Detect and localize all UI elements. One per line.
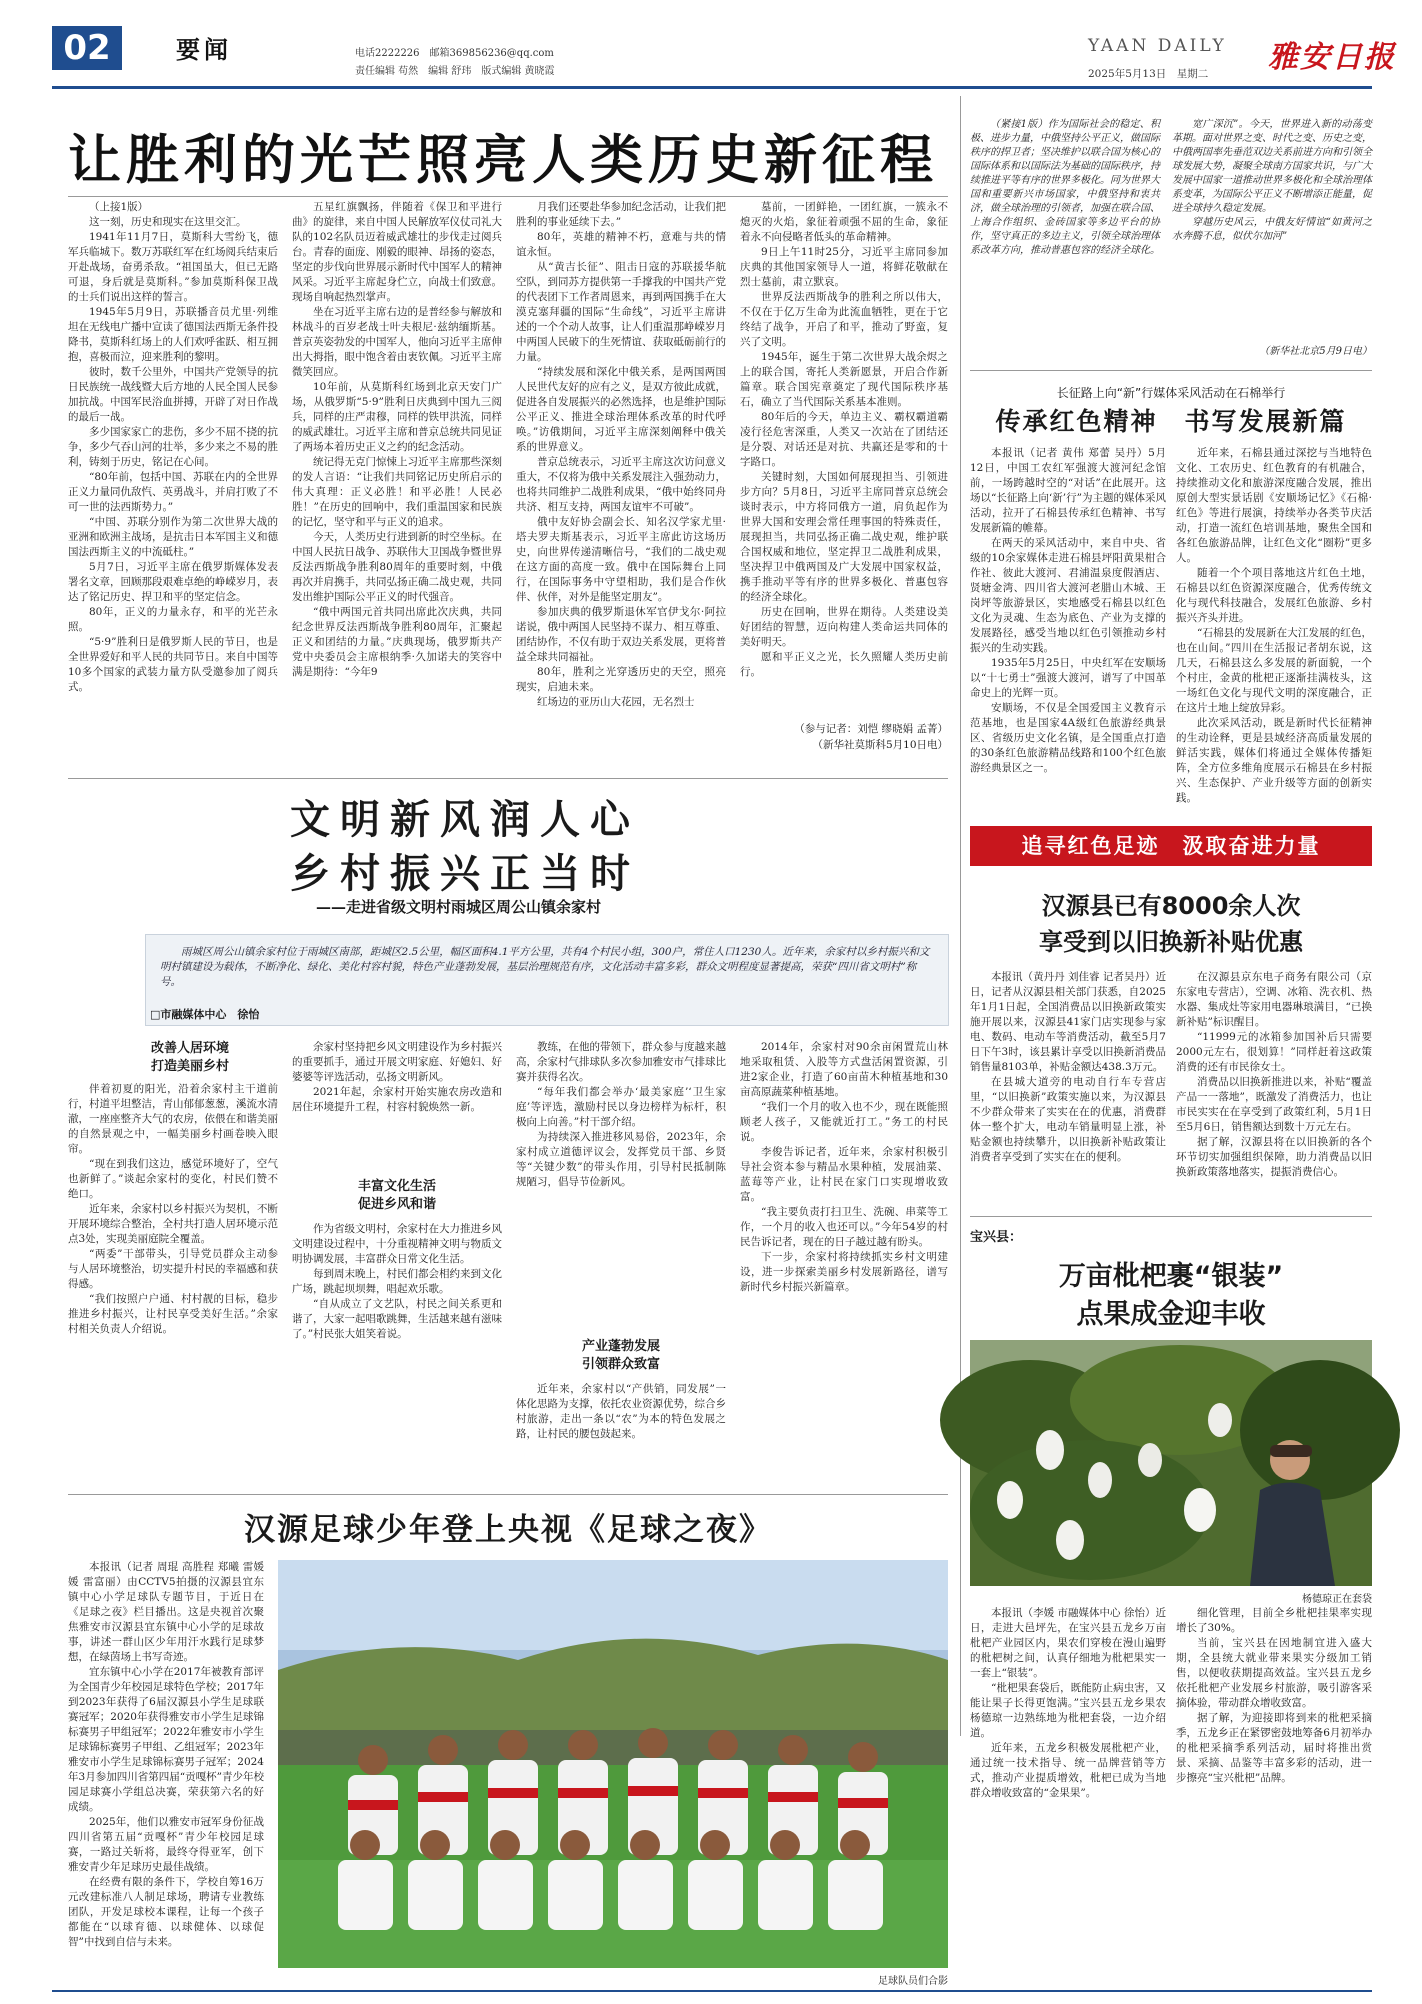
main-paragraph: 红场边的亚历山大花园，无名烈士 bbox=[537, 696, 695, 708]
continuation-paragraph: （紧接1版）作为国际社会的稳定、积极、进步力量，中俄坚持公平正义，做国际秩序的捍卫者；坚决维护以联合国为核心的国际体系和以国际法为基础的国际秩序，持续推进平等有序的世界多极化。同为世界大国和重要新兴市场国家，中俄坚持和衷共济，做全球治理的引领者，加强在联合国、上海合作组织、金砖国家等多边平台的协作，坚守真正的多边主义，引领全球治理体系改革方向，推动普惠包容的经济全球化。 bbox=[970, 119, 1160, 256]
loquat-paragraph: 据了解，为迎接即将到来的枇杷采摘季，五龙乡正在紧锣密鼓地筹备6月初举办的枇杷采摘季系列活动，届时将推出赏景、采摘、品鉴等丰富多彩的活动，进一步擦亮“宝兴枇杷”品牌。 bbox=[1176, 1712, 1372, 1784]
village-subhead-3: 产业蓬勃发展 引领群众致富 bbox=[581, 1339, 660, 1372]
main-paragraph: 月我们还要赴华参加纪念活动，让我们把胜利的事业延续下去。” bbox=[516, 201, 726, 228]
main-paragraph: 普京总统表示，习近平主席这次访问意义重大，不仅将为俄中关系发展注入强劲动力，也将共同维护二战胜利成果，“俄中始终同舟共济、相互支持，两国友谊牢不可破”。 bbox=[516, 456, 726, 513]
subsidy-title-line2: 享受到以旧换新补贴优惠 bbox=[1039, 928, 1303, 956]
village-paragraph: 为持续深入推进移风易俗，2023年，余家村成立道德评议会，发挥党员干部、乡贤等“关键少数”的带头作用，引导村民抵制陈规陋习，倡导节俭新风。 bbox=[516, 1131, 726, 1188]
village-paragraph: 李俊告诉记者，近年来，余家村积极引导社会资本参与精品水果种植，发展油菜、蓝莓等产业，让村民在家门口实现增收致富。 bbox=[740, 1146, 948, 1203]
village-subhead-1: 改善人居环境 打造美丽乡村 bbox=[150, 1041, 229, 1074]
village-paragraph: 2014年，余家村对90余亩闲置荒山林地采取租赁、入股等方式盘活闲置资源，引进2家企业，打造了60亩苗木种植基地和30亩高原蔬菜种植基地。 bbox=[740, 1041, 948, 1098]
loquat-title-line1: 万亩枇杷裹“银装” bbox=[1058, 1261, 1284, 1292]
main-article-col3 bbox=[516, 200, 726, 770]
village-paragraph: 教练，在他的带领下，群众参与度越来越高，余家村气排球队多次参加雅安市气排球比赛并获得名次。 bbox=[516, 1041, 726, 1083]
red-paragraph: “石棉县的发展新在大江发展的红色，也在山间。”四川在生活报记者胡东说，这几天，石棉县这么多发展的新面貌，一个个村庄，金黄的枇杷正逐渐挂满枝头，这一场红色文化与现代文明的深度融合，正在这片土地上绽放异彩。 bbox=[1176, 627, 1372, 714]
section-title: 要闻 bbox=[176, 36, 232, 64]
main-paragraph: “俄中两国元首共同出席此次庆典，共同纪念世界反法西斯战争胜利80周年，汇聚起正义和团结的力量。”庆典现场，俄罗斯共产党中央委员会主席根纳季·久加诺夫的笑容中满是期待：“今年9 bbox=[292, 606, 502, 678]
footer-divider bbox=[52, 1990, 1372, 1992]
red-paragraph: 在两天的采风活动中，来自中央、省级的10余家媒体走进石棉县坪阳黄果柑合作社、彼此大渡河、君浦温泉度假酒店、贤塘金湾、四川省大渡河老腊山木城、王岗坪等旅游景区，实地感受石棉县以红色文化为灵魂、生态为底色、产业为支撑的发展路径，感受当地以红色引领推动乡村振兴的生动实践。 bbox=[970, 537, 1166, 654]
village-paragraph: “我主要负责打扫卫生、洗碗、串菜等工作，一个月的收入也还可以。”今年54岁的村民告诉记者，现在的日子越过越有盼头。 bbox=[740, 1206, 948, 1248]
headline-divider bbox=[68, 196, 948, 197]
main-paragraph: 5月7日，习近平主席在俄罗斯媒体发表署名文章，回顾那段艰难卓绝的峥嵘岁月，表达了铭记历史、捍卫和平的坚定信念。 bbox=[68, 561, 278, 603]
main-article-col4 bbox=[740, 200, 948, 720]
main-paragraph: 彼时，数千公里外，中国共产党领导的抗日民族统一战线暨大后方地的人民全国人民参加抗战。中国军民浴血拼搏，开辟了对日作战的最后一战。 bbox=[68, 366, 278, 423]
main-paragraph: 参加庆典的俄罗斯退休军官伊戈尔·阿拉诺说，俄中两国人民坚持不谋力、相互尊重、团结协作，不仅有助于双边关系发展，更将普益全球共同福祉。 bbox=[516, 606, 726, 663]
red-article-title: 传承红色精神 书写发展新篇 bbox=[995, 407, 1347, 436]
main-article-col1 bbox=[68, 200, 278, 770]
village-paragraph: 每到周末晚上，村民们都会相约来到文化广场，跳起坝坝舞，唱起欢乐歌。 bbox=[292, 1268, 502, 1295]
continuation-col-a bbox=[970, 118, 1160, 356]
loquat-paragraph: 当前，宝兴县在因地制宜进入盛大期，全县统大就业带来果实分级加工销售，以便收获期提高效益。宝兴县五龙乡依托枇杷产业发展乡村旅游，吸引游客采摘体验，带动群众增收致富。 bbox=[1176, 1637, 1372, 1709]
village-paragraph: 伴着初夏的阳光，沿着余家村主干道前行，村道平坦整洁，青山郁郁葱葱，溪流水清澈，一座座整齐大气的农房，依偎在和谐美丽的自然景观之中，一幅美丽乡村画卷映入眼帘。 bbox=[68, 1083, 278, 1155]
main-paragraph: 关键时刻，大国如何展现担当、引领进步方向？5月8日，习近平主席同普京总统会谈时表示，中方将同俄方一道，肩负起作为世界大国和安理会常任理事国的特殊责任，展现担当，共同弘扬正确二战史观，维护联合国权威和地位，坚定捍卫二战胜利成果，坚决捍卫中俄两国及广大发展中国家权益，携手推动平等有序的世界多极化、普惠包容的经济全球化。 bbox=[740, 471, 948, 603]
village-title-line1: 文明新风润人心 bbox=[290, 797, 640, 843]
column-divider bbox=[960, 96, 961, 1736]
village-col1 bbox=[68, 1082, 278, 1482]
section-divider bbox=[68, 778, 948, 779]
loquat-photo bbox=[970, 1340, 1372, 1586]
loquat-kicker: 宝兴县： bbox=[970, 1230, 1023, 1245]
main-paragraph: 统记得无克门惊悚上习近平主席那些深刻的发人言语：“让我们共同铭记历史所启示的伟大真理：正义必胜！和平必胜！人民必胜！”在历史的回响中，我们重温国家和民族的记忆，坚守和平与正义的追求。 bbox=[292, 456, 502, 528]
main-paragraph: 1941年11月7日，莫斯科大雪纷飞，德军兵临城下。数万苏联红军在红场阅兵结束后开赴战场，奋勇杀敌。“祖国虽大，但已无路可退，身后就是莫斯科。”参加莫斯科保卫战的士兵们说出这样的誓言。 bbox=[68, 231, 278, 303]
loquat-orchard-illustration bbox=[970, 1340, 1372, 1586]
red-paragraph: 近年来，石棉县通过深挖与当地特色文化、工农历史、红色教育的有机融合，持续推动文化和旅游深度融合发展，推出原创大型实景话剧《安顺场记忆》《石棉·红色》等进行展演，持续举办各类节庆活动，打造一流红色培训基地，聚焦全国和各红色旅游品牌，让红色文化“圈粉”更多人。 bbox=[1176, 447, 1372, 564]
red-banner: 追寻红色足迹 汲取奋进力量 bbox=[970, 826, 1372, 866]
village-col2-lower bbox=[292, 1222, 502, 1482]
football-col1 bbox=[68, 1560, 264, 1970]
main-paragraph: 从“黄吉长征”、阻击日寇的苏联援华航空队，到同苏方提供第一手撑我的中国共产党的代表团下工作者周恩来，再到两国携手在大漠克塞拜疆的国际“生命线”，习近平主席讲述的一个个动人故事，让人们重温那峥嵘岁月中两国人民破下的生死情谊、获取砥砺前行的力量。 bbox=[516, 261, 726, 363]
main-paragraph: 1945年5月9日，苏联播音员尤里·列维坦在无线电广播中宣读了德国法西斯无条件投降书，莫斯科红场上的人们欢呼雀跃、相互拥抱，喜极而泣，迎来胜利的黎明。 bbox=[68, 306, 278, 363]
football-paragraph: 在经费有限的条件下，学校自筹16万元改建标准八人制足球场，聘请专业教练团队，开发足球校本课程，让每一个孩子都能在“以球育德、以球健体、以球促智”中找到自信与未来。 bbox=[68, 1876, 264, 1948]
main-paragraph: 今天，人类历史行进到新的时空坐标。在中国人民抗日战争、苏联伟大卫国战争暨世界反法西斯战争胜利80周年的重要时刻，中俄再次并肩携手，共同弘扬正确二战史观，共同发出维护国际公平正义的时代强音。 bbox=[292, 531, 502, 603]
football-photo-caption: 足球队员们合影 bbox=[878, 1976, 948, 1987]
subsidy-col1 bbox=[970, 970, 1166, 1210]
loquat-col2 bbox=[1176, 1606, 1372, 1784]
continuation-paragraph: 穿越历史风云，中俄友好情谊“如黄河之水奔腾不息，似伏尔加河” bbox=[1172, 217, 1372, 242]
village-reporter: □市融媒体中心 徐怡 bbox=[150, 1008, 260, 1021]
main-paragraph: 多少国家家亡的悲伤，多少不屈不挠的抗争，多少气吞山河的壮举，多少来之不易的胜利，铸刻于历史，铭记在心间。 bbox=[68, 426, 278, 468]
main-paragraph: “80年前，包括中国、苏联在内的全世界正义力量同仇敌忾、英勇战斗，并肩打败了不可一世的法西斯势力。” bbox=[68, 471, 278, 513]
subsidy-paragraph: 在县城大道旁的电动自行车专营店里，“以旧换新”政策实施以来，为汉源县不少群众带来了实实在在的优惠，消费群体一整个扩大，电动车销量明显上涨，补贴金额也持续攀升，以旧换新补贴政策让消费者享受到了实实在在的便利。 bbox=[970, 1076, 1166, 1163]
village-paragraph: “现在到我们这边，感觉环境好了，空气也新鲜了。”谈起余家村的变化，村民们赞不绝口。 bbox=[68, 1158, 278, 1200]
village-paragraph: 近年来，余家村以“产供销，同发展”一体化思路为支撑，依托农业资源优势，综合乡村旅游，走出一条以“农”为本的特色发展之路，让村民的腰包鼓起来。 bbox=[516, 1383, 726, 1440]
red-paragraph: 随着一个个项目落地这片红色土地，石棉县以红色资源深度融合，优秀传统文化与现代科技融合，发展红色旅游、乡村振兴齐头并进。 bbox=[1176, 567, 1372, 624]
main-paragraph: 愿和平正义之光，长久照耀人类历史前行。 bbox=[740, 651, 948, 678]
subsidy-paragraph: 本报讯（黄丹丹 刘佳睿 记者吴丹）近日，记者从汉源县相关部门获悉，自2025年1月1日起，全国消费品以旧换新政策实施开展以来，汉源县41家门店实现参与家电、数码、电动车等消费活动，截至5月7日下午3时，该县累计享受以旧换新消费品销售量8103单，补贴金额达438.3万元。 bbox=[970, 971, 1166, 1073]
main-paragraph: 9日上午11时25分，习近平主席同参加庆典的其他国家领导人一道，将鲜花敬献在烈士墓前，肃立默哀。 bbox=[740, 246, 948, 288]
main-paragraph: “持续发展和深化中俄关系，是两国两国人民世代友好的应有之义，是双方彼此成就，促进各自发展振兴的必然选择，也是维护国际公平正义、推进全球治理体系改革的时代呼唤。”访俄期间，习近平主席深刻阐释中俄关系的世界意义。 bbox=[516, 366, 726, 453]
loquat-paragraph: 本报讯（李媛 市融媒体中心 徐怡）近日，走进大邑坪先，在宝兴县五龙乡万亩枇杷产业园区内，果农们穿梭在漫山遍野的枇杷树之间，认真仔细地为枇杷果实一一套上“银装”。 bbox=[970, 1607, 1166, 1679]
header-divider bbox=[52, 86, 1372, 89]
red-paragraph: 安顺场，不仅是全国爱国主义教育示范基地，也是国家4A级红色旅游经典景区、省级历史文化名镇，是全国重点打造的30条红色旅游精品线路和100个红色旅游经典景区之一。 bbox=[970, 702, 1166, 774]
main-paragraph: 80年，胜利之光穿透历史的天空，照亮现实，启迪未来。 bbox=[516, 666, 726, 693]
red-paragraph: 1935年5月25日，中央红军在安顺场以“十七勇士”强渡大渡河，谱写了中国革命史上的光辉一页。 bbox=[970, 657, 1166, 699]
section-divider bbox=[970, 370, 1372, 371]
continuation-source: （新华社北京5月9日电） bbox=[1259, 346, 1372, 357]
main-paragraph: 1945年，诞生于第二次世界大战余烬之上的联合国，寄托人类新愿景，开启合作新篇章。联合国宪章奠定了现代国际秩序基石，确立了当代国际关系基本准则。 bbox=[740, 351, 948, 408]
main-paragraph: 80年后的今天，单边主义、霸权霸道霸凌行径危害深重，人类又一次站在了团结还是分裂、对话还是对抗、共赢还是零和的十字路口。 bbox=[740, 411, 948, 468]
football-paragraph: 本报讯（记者 周琨 高胜程 郑曦 雷媛媛 雷富丽）由CCTV5拍摄的汉源县宜东镇中心小学足球队专题节目，于近日在《足球之夜》栏目播出。这是央视首次聚焦雅安市汉源县宜东镇中心小学的足球故事，讲述一群山区少年用汗水践行足球梦想，在绿茵场上书写奇迹。 bbox=[68, 1561, 264, 1663]
main-paragraph: “中国、苏联分别作为第二次世界大战的亚洲和欧洲主战场，是抗击日本军国主义和德国法西斯主义的中流砥柱。” bbox=[68, 516, 278, 558]
village-col2 bbox=[292, 1040, 502, 1170]
village-col3 bbox=[516, 1040, 726, 1330]
main-paragraph: 这一刻，历史和现实在这里交汇。 bbox=[89, 216, 247, 228]
village-title-line2: 乡村振兴正当时 bbox=[290, 851, 640, 897]
main-paragraph: 俄中友好协会副会长、知名汉学家尤里·塔夫罗夫斯基表示，习近平主席此访这场历史，向世界传递清晰信号，“我们的二战史观在这方面的高度一致。俄中在国际舞台上同行，在国际事务中守望相助，我们是合作伙伴、伙伴，对外是能坚定朋友”。 bbox=[516, 516, 726, 603]
main-paragraph: 世界反法西斯战争的胜利之所以伟大，不仅在于亿万生命为此流血牺牲，更在于它终结了战争，开启了和平，推动了野蛮，复兴了文明。 bbox=[740, 291, 948, 348]
football-title: 汉源足球少年登上央视《足球之夜》 bbox=[244, 1512, 772, 1548]
paper-name-en: YAAN DAILY bbox=[1088, 36, 1227, 56]
header-editors: 责任编辑 苟然 编辑 舒玮 版式编辑 黄晓霞 bbox=[355, 66, 555, 77]
village-subtitle: ——走进省级文明村雨城区周公山镇余家村 bbox=[316, 898, 602, 916]
header-contact: 电话2222226 邮箱369856236@qq.com bbox=[355, 48, 554, 59]
football-team-illustration bbox=[278, 1560, 948, 1968]
issue-date: 2025年5月13日 星期二 bbox=[1088, 68, 1209, 80]
football-paragraph: 2025年，他们以雅安市冠军身份征战四川省第五届“贡嘎杯”青少年校园足球赛，一路过关斩将，最终夺得亚军，创下雅安青少年足球历史最佳战绩。 bbox=[68, 1816, 264, 1873]
main-paragraph: （上接1版） bbox=[89, 201, 149, 213]
main-paragraph: 80年，正义的力量永存，和平的光芒永照。 bbox=[68, 606, 278, 633]
village-paragraph: “我们按照户户通、村村靓的目标，稳步推进乡村振兴，让村民享受美好生活。”余家村相关负责人介绍说。 bbox=[68, 1293, 278, 1335]
main-paragraph: 墓前，一团鲜艳，一团红旗，一簇永不熄灭的火焰，象征着顽强不屈的生命，象征着永不向侵略者低头的革命精神。 bbox=[740, 201, 948, 243]
loquat-paragraph: “枇杷果套袋后，既能防止病虫害，又能让果子长得更饱满。”宝兴县五龙乡果农杨德琼一边熟练地为枇杷套袋，一边介绍道。 bbox=[970, 1682, 1166, 1739]
red-article-col2 bbox=[1176, 446, 1372, 816]
continuation-paragraph: 宽广深沉”。今天，世界进入新的动荡变革期。面对世界之变、时代之变、历史之变，中俄两国率先垂范双边关系前进方向和引领全球发展大势，凝聚全球南方国家共识，与广大发展中国家一道推动世界多极化和全球治理体系变革，为国际公平正义不断增添正能量，促进全球持久稳定发展。 bbox=[1172, 119, 1372, 214]
village-intro-box bbox=[145, 934, 949, 1026]
village-paragraph: 下一步，余家村将持续抓实乡村文明建设，进一步探索美丽乡村发展新路径，谱写新时代乡村振兴新篇章。 bbox=[740, 1251, 948, 1293]
village-intro: 雨城区周公山镇余家村位于雨城区南部，距城区2.5公里，幅区面积4.1平方公里，共有4个村民小组，300户，常住人口1230人。近年来，余家村以乡村振兴和文明村镇建设为载体，不断净化、绿化、美化村容村貌，特色产业蓬勃发展，基层治理规范有序，文化活动丰富多彩，群众文明程度显著提高，荣获“四川省文明村”称号。 bbox=[160, 946, 930, 988]
paper-logo: 雅安日报 bbox=[1268, 40, 1396, 75]
main-paragraph: 历史在回响，世界在期待。人类建设美好团结的智慧，迈向构建人类命运共同体的美好明天。 bbox=[740, 606, 948, 648]
loquat-photo-caption: 杨德琼正在套袋 bbox=[1302, 1594, 1372, 1605]
football-paragraph: 宜东镇中心小学在2017年被教育部评为全国青少年校园足球特色学校；2017年到2023年获得了6届汉源县小学生足球联赛冠军；2020年获得雅安市小学生足球锦标赛男子甲组冠军；2022年雅安市小学生足球锦标赛男子甲组、乙组冠军；2023年雅安市小学生足球锦标赛男子冠军；2024年3月参加四川省第四届“贡嘎杯”青少年校园足球赛小学组总决赛，荣获第六名的好成绩。 bbox=[68, 1666, 264, 1813]
section-divider bbox=[970, 1216, 1372, 1217]
village-paragraph: “我们一个月的收入也不少，现在既能照顾老人孩子，又能就近打工。”务工的村民说。 bbox=[740, 1101, 948, 1143]
village-col3-lower bbox=[516, 1382, 726, 1482]
main-paragraph: 80年，英雄的精神不朽，意难与共的情谊永恒。 bbox=[516, 231, 726, 258]
subsidy-paragraph: 消费品以旧换新推进以来，补贴“覆盖产品一一落地”，既激发了消费活力，也让市民实实在在享受到了政策红利，5月1日至5月6日，销售额达到数十万元左右。 bbox=[1176, 1076, 1372, 1133]
village-col4 bbox=[740, 1040, 948, 1482]
red-article-col1 bbox=[970, 446, 1166, 816]
village-paragraph: 2021年起，余家村开始实施农房改造和居住环境提升工程，村容村貌焕然一新。 bbox=[292, 1086, 502, 1113]
main-headline: 让胜利的光芒照亮人类历史新征程 bbox=[68, 130, 938, 191]
main-paragraph: 10年前，从莫斯科红场到北京天安门广场，从俄罗斯“5·9”胜利日庆典到中国九三阅兵，同样的庄严肃穆，同样的铁甲洪流，同样的威武雄壮。习近平主席和普京总统共同见证了两场本着历史正义之约的纪念活动。 bbox=[292, 381, 502, 453]
village-paragraph: 余家村坚持把乡风文明建设作为乡村振兴的重要抓手，通过开展文明家庭、好媳妇、好婆婆等评选活动，弘扬文明新风。 bbox=[292, 1041, 502, 1083]
subsidy-paragraph: “11999元的冰箱参加国补后只需要2000元左右，很划算！”同样赶着这政策消费的还有市民徐女士。 bbox=[1176, 1031, 1372, 1073]
village-paragraph: “自从成立了文艺队，村民之间关系更和谐了，大家一起唱歌跳舞，生活越来越有滋味了。”村民张大姐笑着说。 bbox=[292, 1298, 502, 1340]
continuation-col-b bbox=[1172, 118, 1372, 346]
loquat-col1 bbox=[970, 1606, 1166, 1799]
subsidy-title-line1: 汉源县已有8000余人次 bbox=[1041, 892, 1301, 920]
village-paragraph: “两委”干部带头，引导党员群众主动参与人居环境整治，切实提升村民的幸福感和获得感。 bbox=[68, 1248, 278, 1290]
red-paragraph: 此次采风活动，既是新时代长征精神的生动诠释，更是县域经济高质量发展的鲜活实践，媒体们将通过全媒体传播矩阵，全方位多维角度展示石棉县在乡村振兴、生态保护、产业升级等方面的创新实践。 bbox=[1176, 717, 1372, 804]
main-paragraph: “5·9”胜利日是俄罗斯人民的节日，也是全世界爱好和平人民的共同节日。来自中国等10多个国家的武装力量方队受邀参加了阅兵式。 bbox=[68, 636, 278, 693]
red-paragraph: 本报讯（记者 黄伟 郑蕾 吴丹）5月12日，中国工农红军强渡大渡河纪念馆前，一场跨越时空的“对话”在此展开。这场以“长征路上向‘新’行”为主题的媒体采风活动，拉开了石棉县传承红色精神、书写发展新篇的帷幕。 bbox=[970, 447, 1166, 534]
village-paragraph: “每年我们都会举办‘最美家庭’‘卫生家庭’等评选，激励村民以身边榜样为标杆，积极向上向善。”村干部介绍。 bbox=[516, 1086, 726, 1128]
section-divider bbox=[68, 1494, 948, 1495]
main-paragraph: 坐在习近平主席右边的是普经参与解放和林战斗的百岁老战士叶夫根尼·兹纳缅斯基。普京英姿勃发的中国军人，他向习近平主席伸出大拇指，眼中饱含着由衷钦佩。习近平主席微笑回应。 bbox=[292, 306, 502, 378]
football-photo bbox=[278, 1560, 948, 1968]
page-number: 02 bbox=[52, 26, 122, 70]
loquat-paragraph: 细化管理，目前全乡枇杷挂果率实现增长了30%。 bbox=[1176, 1607, 1372, 1634]
main-article-col2 bbox=[292, 200, 502, 770]
loquat-paragraph: 近年来，五龙乡积极发展枇杷产业，通过统一技术指导、统一品牌营销等方式，推动产业提质增效，枇杷已成为当地群众增收致富的“金果果”。 bbox=[970, 1742, 1166, 1799]
main-paragraph: 五星红旗飘扬，伴随着《保卫和平进行曲》的旋律，来自中国人民解放军仪仗司礼大队的102名队员迈着威武雄壮的步伐走过阅兵台。青春的面庞、刚毅的眼神、昂扬的姿态，坚定的步伐向世界展示新时代中国军人的精神风采。习近平主席起身伫立，向战士们致意。现场自响起热烈掌声。 bbox=[292, 201, 502, 303]
subsidy-paragraph: 据了解，汉源县将在以旧换新的各个环节切实加强组织保障，助力消费品以旧换新政策落地落实，提振消费信心。 bbox=[1176, 1136, 1372, 1178]
village-subhead-2: 丰富文化生活 促进乡风和谐 bbox=[357, 1179, 436, 1212]
red-article-kicker: 长征路上向“新”行媒体采风活动在石棉举行 bbox=[1056, 386, 1286, 400]
village-paragraph: 近年来，余家村以乡村振兴为契机，不断开展环境综合整治，全村共打造人居环境示范点3处，实现美丽庭院全覆盖。 bbox=[68, 1203, 278, 1245]
village-paragraph: 作为省级文明村，余家村在大力推进乡风文明建设过程中，十分重视精神文明与物质文明协调发展，丰富群众日常文化生活。 bbox=[292, 1223, 502, 1265]
subsidy-paragraph: 在汉源县京东电子商务有限公司（京东家电专营店），空调、冰箱、洗衣机、热水器、集成灶等家用电器琳琅满目，“已换新补贴”标识醒目。 bbox=[1176, 971, 1372, 1028]
main-byline: （参与记者：刘恺 缪晓娟 孟菁） bbox=[794, 723, 948, 735]
main-source: （新华社莫斯科5月10日电） bbox=[812, 739, 948, 751]
subsidy-col2 bbox=[1176, 970, 1372, 1210]
loquat-title-line2: 点果成金迎丰收 bbox=[1076, 1299, 1266, 1330]
